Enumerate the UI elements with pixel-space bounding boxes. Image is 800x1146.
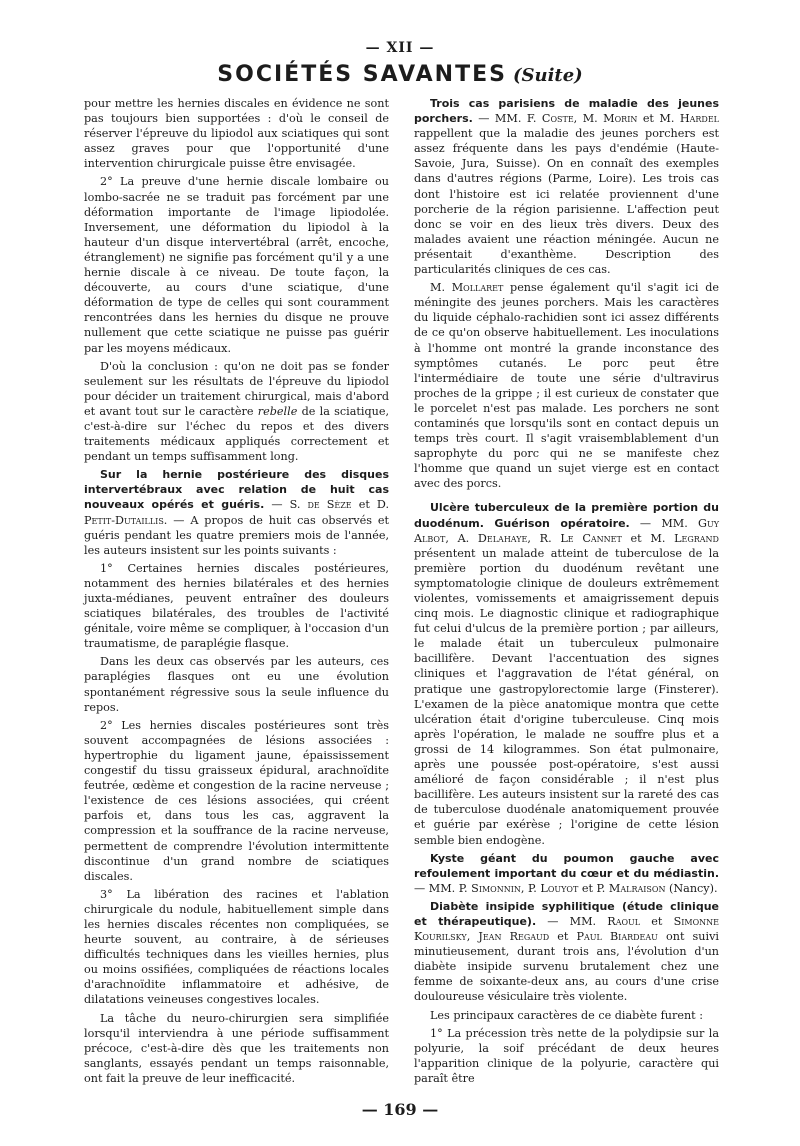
abstract-text: . — A propos de huit cas observés et guéris pendant les quatre premiers mois de l'année, les auteurs insistent sur les points suivants :: [84, 513, 389, 557]
article-abstract: [414, 851, 719, 896]
conjunction: et: [578, 881, 597, 895]
author: R. Le Cannet: [539, 531, 622, 545]
article-abstract: [414, 899, 719, 1005]
conjunction: et: [621, 531, 651, 545]
conjunction: et: [640, 914, 674, 928]
separator: — MM.: [472, 112, 527, 126]
paragraph: [84, 359, 389, 465]
separator: —: [264, 498, 290, 512]
article-title: Trois cas parisiens de maladie des jeunes porchers.: [414, 97, 719, 126]
right-column: [414, 96, 719, 1086]
author: M. Mollaret: [430, 281, 504, 295]
separator: — MM.: [414, 881, 459, 895]
paragraph-text: D'où la conclusion : qu'on ne doit pas se fonder seulement sur les résultats de l'épreuve du lipiodol pour décider un traitement chirurgical, mais d'abord et avant tout sur le caractère: [84, 359, 389, 418]
abstract-text: rappellent que la maladie des jeunes porchers est assez fréquente dans les pays d'endémie (Haute-Savoie, Jura, Suisse). On en connaît des exemples dans d'autres régions (Parme, Loire). Les trois cas dont l'histoire est ici relatée proviennent d'une porcherie de la région parisienne. L'affection peut donc se voir en des lieux très divers. Deux des malades avaient une réaction méningée. Aucun ne présentait d'exanthème. Description des particularités cliniques de ces cas.: [414, 127, 719, 277]
article-abstract: [414, 96, 719, 277]
author: A. Delahaye: [457, 531, 528, 545]
paragraph: 1° La précession très nette de la polydipsie sur la polyurie, la soif précédant de deux heures l'apparition clinique de la polyurie, caractère qui paraît être: [414, 1026, 719, 1085]
separator: ,: [573, 112, 583, 126]
page-number: — 169 —: [361, 1100, 439, 1119]
abstract-text: (Nancy).: [665, 881, 718, 895]
section-suite: (Suite): [512, 65, 583, 86]
separator: — MM.: [629, 516, 699, 530]
author: S. de Sèze: [289, 498, 352, 512]
separator: ,: [445, 531, 458, 545]
roman-page-number: — XII —: [365, 40, 435, 56]
author: M. Hardel: [659, 112, 719, 126]
author: D. Petit-Dutaillis: [84, 498, 390, 527]
paragraph: 1° Certaines hernies discales postérieures, notamment des hernies bilatérales et des hernies juxta-médianes, peuvent entraîner des douleurs sciatiques bilatérales, des troubles de l'activité génitale, voire même se compliquer, à l'occasion d'un traumatisme, de paraplégie flasque.: [84, 561, 389, 651]
author: P. Louyot: [528, 881, 579, 895]
conjunction: et: [351, 498, 377, 512]
separator: — MM.: [536, 914, 608, 928]
article-title: Diabète insipide syphilitique (étude clinique et thérapeutique).: [414, 899, 719, 928]
author: M. Legrand: [650, 531, 719, 545]
emphasis: rebelle: [257, 404, 298, 418]
paragraph-text: de la sciatique, c'est-à-dire sur l'échec du repos et des divers traitements médicaux appliqués correctement et pendant un temps suffisamment long.: [84, 404, 389, 464]
running-header: [0, 62, 800, 87]
paragraph: 2° Les hernies discales postérieures sont très souvent accompagnées de lésions associées : hypertrophie du ligament jaune, épaississement congestif du tissu graisseux épidural, arachnoïdite feutrée, œdème et congestion de la racine nerveuse ; l'existence de ces lésions associées, qui créent parfois et, dans tous les cas, aggravent la compression et la souffrance de la racine nerveuse, permettent de comprendre l'évolution intermittente discontinue d'un grand nombre de sciatiques discales.: [84, 718, 389, 883]
separator: ,: [520, 881, 529, 895]
author: Guy Albot: [414, 516, 719, 545]
author: Raoul: [607, 914, 641, 928]
author: P. Simonnin: [458, 881, 521, 895]
paragraph: Les principaux caractères de ce diabète furent :: [430, 1008, 703, 1022]
author: M. Morin: [582, 112, 638, 126]
separator: ,: [466, 930, 479, 944]
article-title: Kyste géant du poumon gauche avec refoulement important du cœur et du médiastin.: [414, 851, 719, 880]
author: P. Malraison: [596, 881, 666, 895]
paragraph: La tâche du neuro-chirurgien sera simplifiée lorsqu'il interviendra à une période suffisamment précoce, c'est-à-dire dès que les traitements non sanglants, essayés pendant un temps raisonnable, ont fait la preuve de leur inefficacité.: [84, 1011, 389, 1085]
abstract-text: ont suivi minutieusement, durant trois ans, l'évolution d'un diabète insipide survenu brutalement chez une femme de soixante-deux ans, au cours d'une crise douloureuse vésiculaire très violente.: [414, 930, 719, 1004]
paragraph: 3° La libération des racines et l'ablation chirurgicale du nodule, habituellement simple dans les hernies discales récentes non compliquées, se heurte souvent, au contraire, à de sérieuses difficultés techniques dans les vieilles hernies, plus ou moins ossifiées, compliquées de réactions locales d'arachnoïdite inflammatoire et adhésive, de dilatations veineuses congestives locales.: [84, 887, 389, 1007]
abstract-text: présentent un malade atteint de tuberculose de la première portion du duodénum revêtant une symptomatologie clinique de douleurs extrêmement violentes, vomissements et amaigrissement depuis cinq mois. Le diagnostic clinique et radiographique fut celui d'ulcus de la première portion ; par ailleurs, le malade était un tuberculeux pulmonaire bacillifère. Devant l'accentuation des signes cliniques et l'aggravation de l'état général, on pratique une gastropylorectomie large (Finsterer). L'examen de la pièce anatomique montra que cette ulcération était d'origine tuberculeuse. Cinq mois après l'opération, le malade ne souffre plus et a grossi de 14 kilogrammes. Son état pulmonaire, après une poussée post-opératoire, s'est aussi amélioré de façon considérable ; il n'est plus bacillifère. Les auteurs insistent sur la rareté des cas de tuberculose duodénale anatomiquement prouvée et guérie par exérèse ; l'origine de cette lésion semble bien endogène.: [414, 546, 719, 847]
conjunction: et: [637, 112, 660, 126]
article-abstract: [84, 467, 389, 558]
author: Jean Regaud: [478, 930, 550, 944]
author: F. Coste: [526, 112, 574, 126]
paragraph-text: pense également qu'il s'agit ici de méningite des jeunes porchers. Mais les caractères du liquide céphalo-rachidien sont ici assez différents de ce qu'on observe habituellement. Les inoculations à l'homme ont montré la grande inconstance des symptômes cutanés. Le porc peut être l'intermédiaire de toute une série d'ultravirus proches de la grippe ; il est curieux de constater que le porcelet n'est pas malade. Les porchers ne sont contaminés que lorsqu'ils sont en contact depuis un temps très court. Il s'agit vraisemblablement d'un saprophyte du porc qui ne se manifeste chez l'homme que quand un sujet vierge est en contact avec des porcs.: [414, 281, 719, 491]
section-title: SOCIÉTÉS SAVANTES: [217, 62, 507, 87]
paragraph: [414, 280, 719, 491]
article-title: Sur la hernie postérieure des disques intervertébraux avec relation de huit cas nouveaux opérés et guéris.: [84, 468, 389, 512]
left-column: [84, 96, 389, 1086]
article-title: Ulcère tuberculeux de la première portion du duodénum. Guérison opératoire.: [414, 501, 719, 530]
paragraph: 2° La preuve d'une hernie discale lombaire ou lombo-sacrée ne se traduit pas forcément par une déformation importante de l'image lipiodolée. Inversement, une déformation du lipiodol à la hauteur d'un disque intervertébral (arrêt, encoche, étranglement) ne signifie pas forcément qu'il y a une hernie discale à ce niveau. De toute façon, la découverte, au cours d'une sciatique, d'une déformation de type de celles qui sont couramment rencontrées dans les hernies du disque ne prouve nullement que cette sciatique ne puisse pas guérir par les moyens médicaux.: [84, 175, 389, 355]
conjunction: et: [549, 930, 577, 944]
author: Paul Biardeau: [576, 930, 658, 944]
article-abstract: [414, 500, 719, 847]
paragraph: Dans les deux cas observés par les auteurs, ces paraplégies flasques ont eu une évolution spontanément régressive sous la seule influence du repos.: [84, 655, 389, 714]
author: Simonne Kourilsky: [414, 914, 719, 944]
paragraph: pour mettre les hernies discales en évidence ne sont pas toujours bien supportées : d'où le conseil de réserver l'épreuve du lipiodol aux sciatiques qui sont assez graves pour que l'opportunité d'une intervention chirurgicale puisse être envisagée.: [84, 97, 389, 171]
separator: ,: [527, 531, 540, 545]
